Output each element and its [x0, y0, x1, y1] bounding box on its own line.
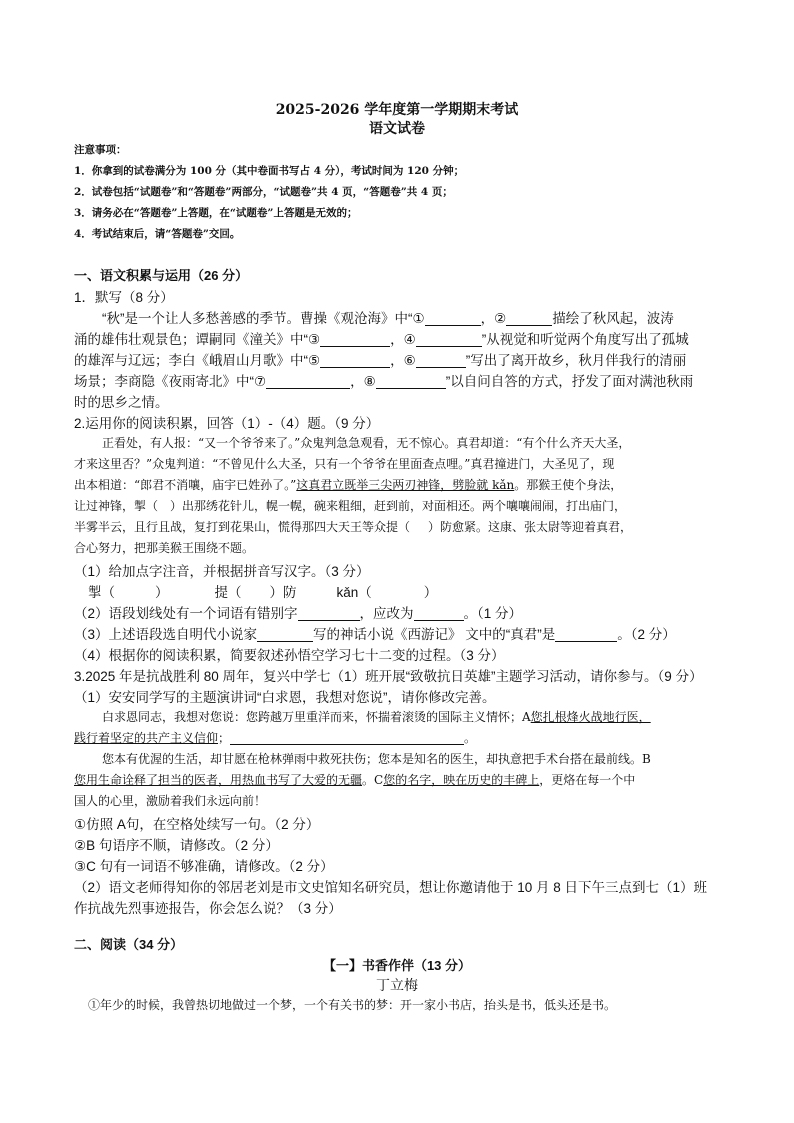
section1-heading: 一、语文积累与运用（26 分） [74, 268, 249, 283]
q1-line-4: 场景；李商隐《夜雨寄北》中“⑦ ，⑧ ”以自问自答的方式，抒发了面对满池秋雨 [74, 374, 694, 389]
q2-sub-4: （4）根据你的阅读积累，简要叙述孙悟空学习七十二变的过程。（3 分） [74, 648, 505, 663]
q2-blank-wrong-word[interactable] [298, 606, 360, 621]
reading-paragraph-1: ①年少的时候，我曾热切地做过一个梦，一个有关书的梦：开一家小书店，抬头是书，低头还是书。 [88, 998, 617, 1012]
q1-line-2: 涌的雄伟壮观景色；谭嗣同《潼关》中“③ ，④ ”从视觉和听觉两个角度写出了孤城 [74, 332, 689, 347]
q2-sub-3: （3）上述语段选自明代小说家 写的神话小说《西游记》 文中的“真君”是 。（2 分） [74, 627, 676, 642]
q2-passage-line-1: 正看处，有人报：“又一个爷爷来了。”众鬼判急急观看，无不惊心。真君却道：“有个什么齐天大圣， [102, 436, 631, 450]
notice-item-3: 3．请务必在“答题卷”上答题，在“试题卷”上答题是无效的； [74, 207, 358, 219]
q1-blank-8[interactable] [376, 374, 446, 389]
q3-req-2: ②B 句语序不顺，请修改。（2 分） [74, 838, 279, 853]
q3-title: 3.2025 年是抗战胜利 80 周年，复兴中学七（1）班开展“致敬抗日英雄”主题学习活动，请你参与。（9 分） [74, 669, 703, 684]
q3-blank-continue[interactable] [230, 732, 464, 745]
q3-sub-2-line-1: （2）语文老师得知你的邻居老刘是市文史馆知名研究员，想让你邀请他于 10 月 8 日下午三点到七（1）班 [74, 880, 708, 895]
q2-sub-1: （1）给加点字注音，并根据拼音写汉字。（3 分） [74, 564, 370, 579]
q2-blank-correction[interactable] [414, 606, 464, 621]
q3-speech-line-4: 您用生命诠释了担当的医者，用热血书写了大爱的无疆。C您的名字，映在历史的丰碑上，更烙在每一个中 [74, 773, 636, 787]
q2-passage-line-5: 半雾半云，且行且战，复打到花果山，慌得那四大天王等众提（ ）防愈紧。这康、张太尉等迎着真君， [74, 520, 633, 534]
q1-blank-3[interactable] [320, 332, 390, 347]
q1-title: 1．默写（8 分） [74, 290, 174, 305]
notice-heading: 注意事项： [74, 144, 127, 156]
q2-passage-line-6: 合心努力，把那美猴王围绕不题。 [74, 541, 255, 555]
q2-sub-1-answers: 掣（ ） 提（ ）防 kǎn（ ） [88, 585, 438, 600]
q2-title: 2.运用你的阅读积累，回答（1）-（4）题。（9 分） [74, 416, 380, 431]
q1-line-5: 时的思乡之情。 [74, 395, 169, 410]
exam-subtitle: 语文试卷 [369, 121, 425, 137]
q1-blank-1[interactable] [425, 311, 481, 326]
q1-blank-7[interactable] [266, 374, 350, 389]
q2-blank-zhenjun[interactable] [555, 627, 617, 642]
notice-item-1: 1．你拿到的试卷满分为 100 分（其中卷面书写占 4 分），考试时间为 120 分钟； [74, 165, 465, 177]
q3-speech-line-2: 践行着坚定的共产主义信仰； 。 [74, 731, 477, 745]
notice-item-2: 2．试卷包括“试题卷”和“答题卷”两部分，“试题卷”共 4 页，“答题卷”共 4 页； [74, 186, 453, 198]
q2-underlined-sentence: 这真君立既举三尖两刃神锋，劈脸就 kǎn [296, 478, 515, 492]
q1-blank-4[interactable] [416, 332, 482, 347]
q2-passage-line-3: 出本相道：“郎君不消嚷，庙宇已姓孙了。”这真君立既举三尖两刃神锋，劈脸就 kǎn。那猴王使个身法， [74, 478, 623, 492]
notice-item-4: 4．考试结束后，请“答题卷”交回。 [74, 228, 241, 240]
section2-heading: 二、阅读（34 分） [74, 937, 184, 952]
q3-speech-line-3: 您本有优渥的生活，却甘愿在枪林弹雨中救死扶伤；您本是知名的医生，却执意把手术台搭在最前线。B [102, 752, 651, 766]
q3-sub-1: （1）安安同学写的主题演讲词“白求恩，我想对您说”，请你修改完善。 [74, 690, 496, 705]
q3-speech-line-5: 国人的心里，激励着我们永远向前！ [74, 794, 267, 808]
q3-sub-2-line-2: 作抗战先烈事迹报告，你会怎么说？（3 分） [74, 901, 342, 916]
q1-blank-5[interactable] [320, 353, 390, 368]
q1-blank-2[interactable] [506, 311, 552, 326]
q1-line-3: 的雄浑与辽远；李白《峨眉山月歌》中“⑤ ，⑥ ”写出了离开故乡，秋月伴我行的清丽 [74, 353, 687, 368]
q2-sub-2: （2）语段划线处有一个词语有错别字 ，应改为 。（1 分） [74, 606, 523, 621]
q3-req-1: ①仿照 A句，在空格处续写一句。（2 分） [74, 817, 320, 832]
q3-req-3: ③C 句有一词语不够准确，请修改。（2 分） [74, 859, 334, 874]
exam-title: 2025-2026 学年度第一学期期末考试 [275, 102, 519, 118]
q2-passage-line-4: 让过神锋，掣（ ）出那绣花针儿，幌一幌，碗来粗细，赶到前，对面相还。两个嚷嚷闹闹，打出庙门， [74, 499, 627, 513]
reading-part-title: 【一】书香作伴（13 分） [322, 958, 472, 973]
q3-speech-line-1: 白求恩同志，我想对您说：您跨越万里重洋而来，怀揣着滚烫的国际主义情怀；A您扎根烽火战地行医， [102, 710, 651, 724]
reading-author: 丁立梅 [376, 977, 418, 993]
q2-passage-line-2: 才来这里否？”众鬼判道：“不曾见什么大圣，只有一个爷爷在里面查点哩。”真君撞进门，大圣见了，现 [74, 457, 615, 471]
q2-blank-author[interactable] [257, 627, 313, 642]
q1-blank-6[interactable] [416, 353, 466, 368]
q1-line-1: “秋”是一个让人多愁善感的季节。曹操《观沧海》中“① ，② 描绘了秋风起，波涛 [102, 311, 674, 326]
